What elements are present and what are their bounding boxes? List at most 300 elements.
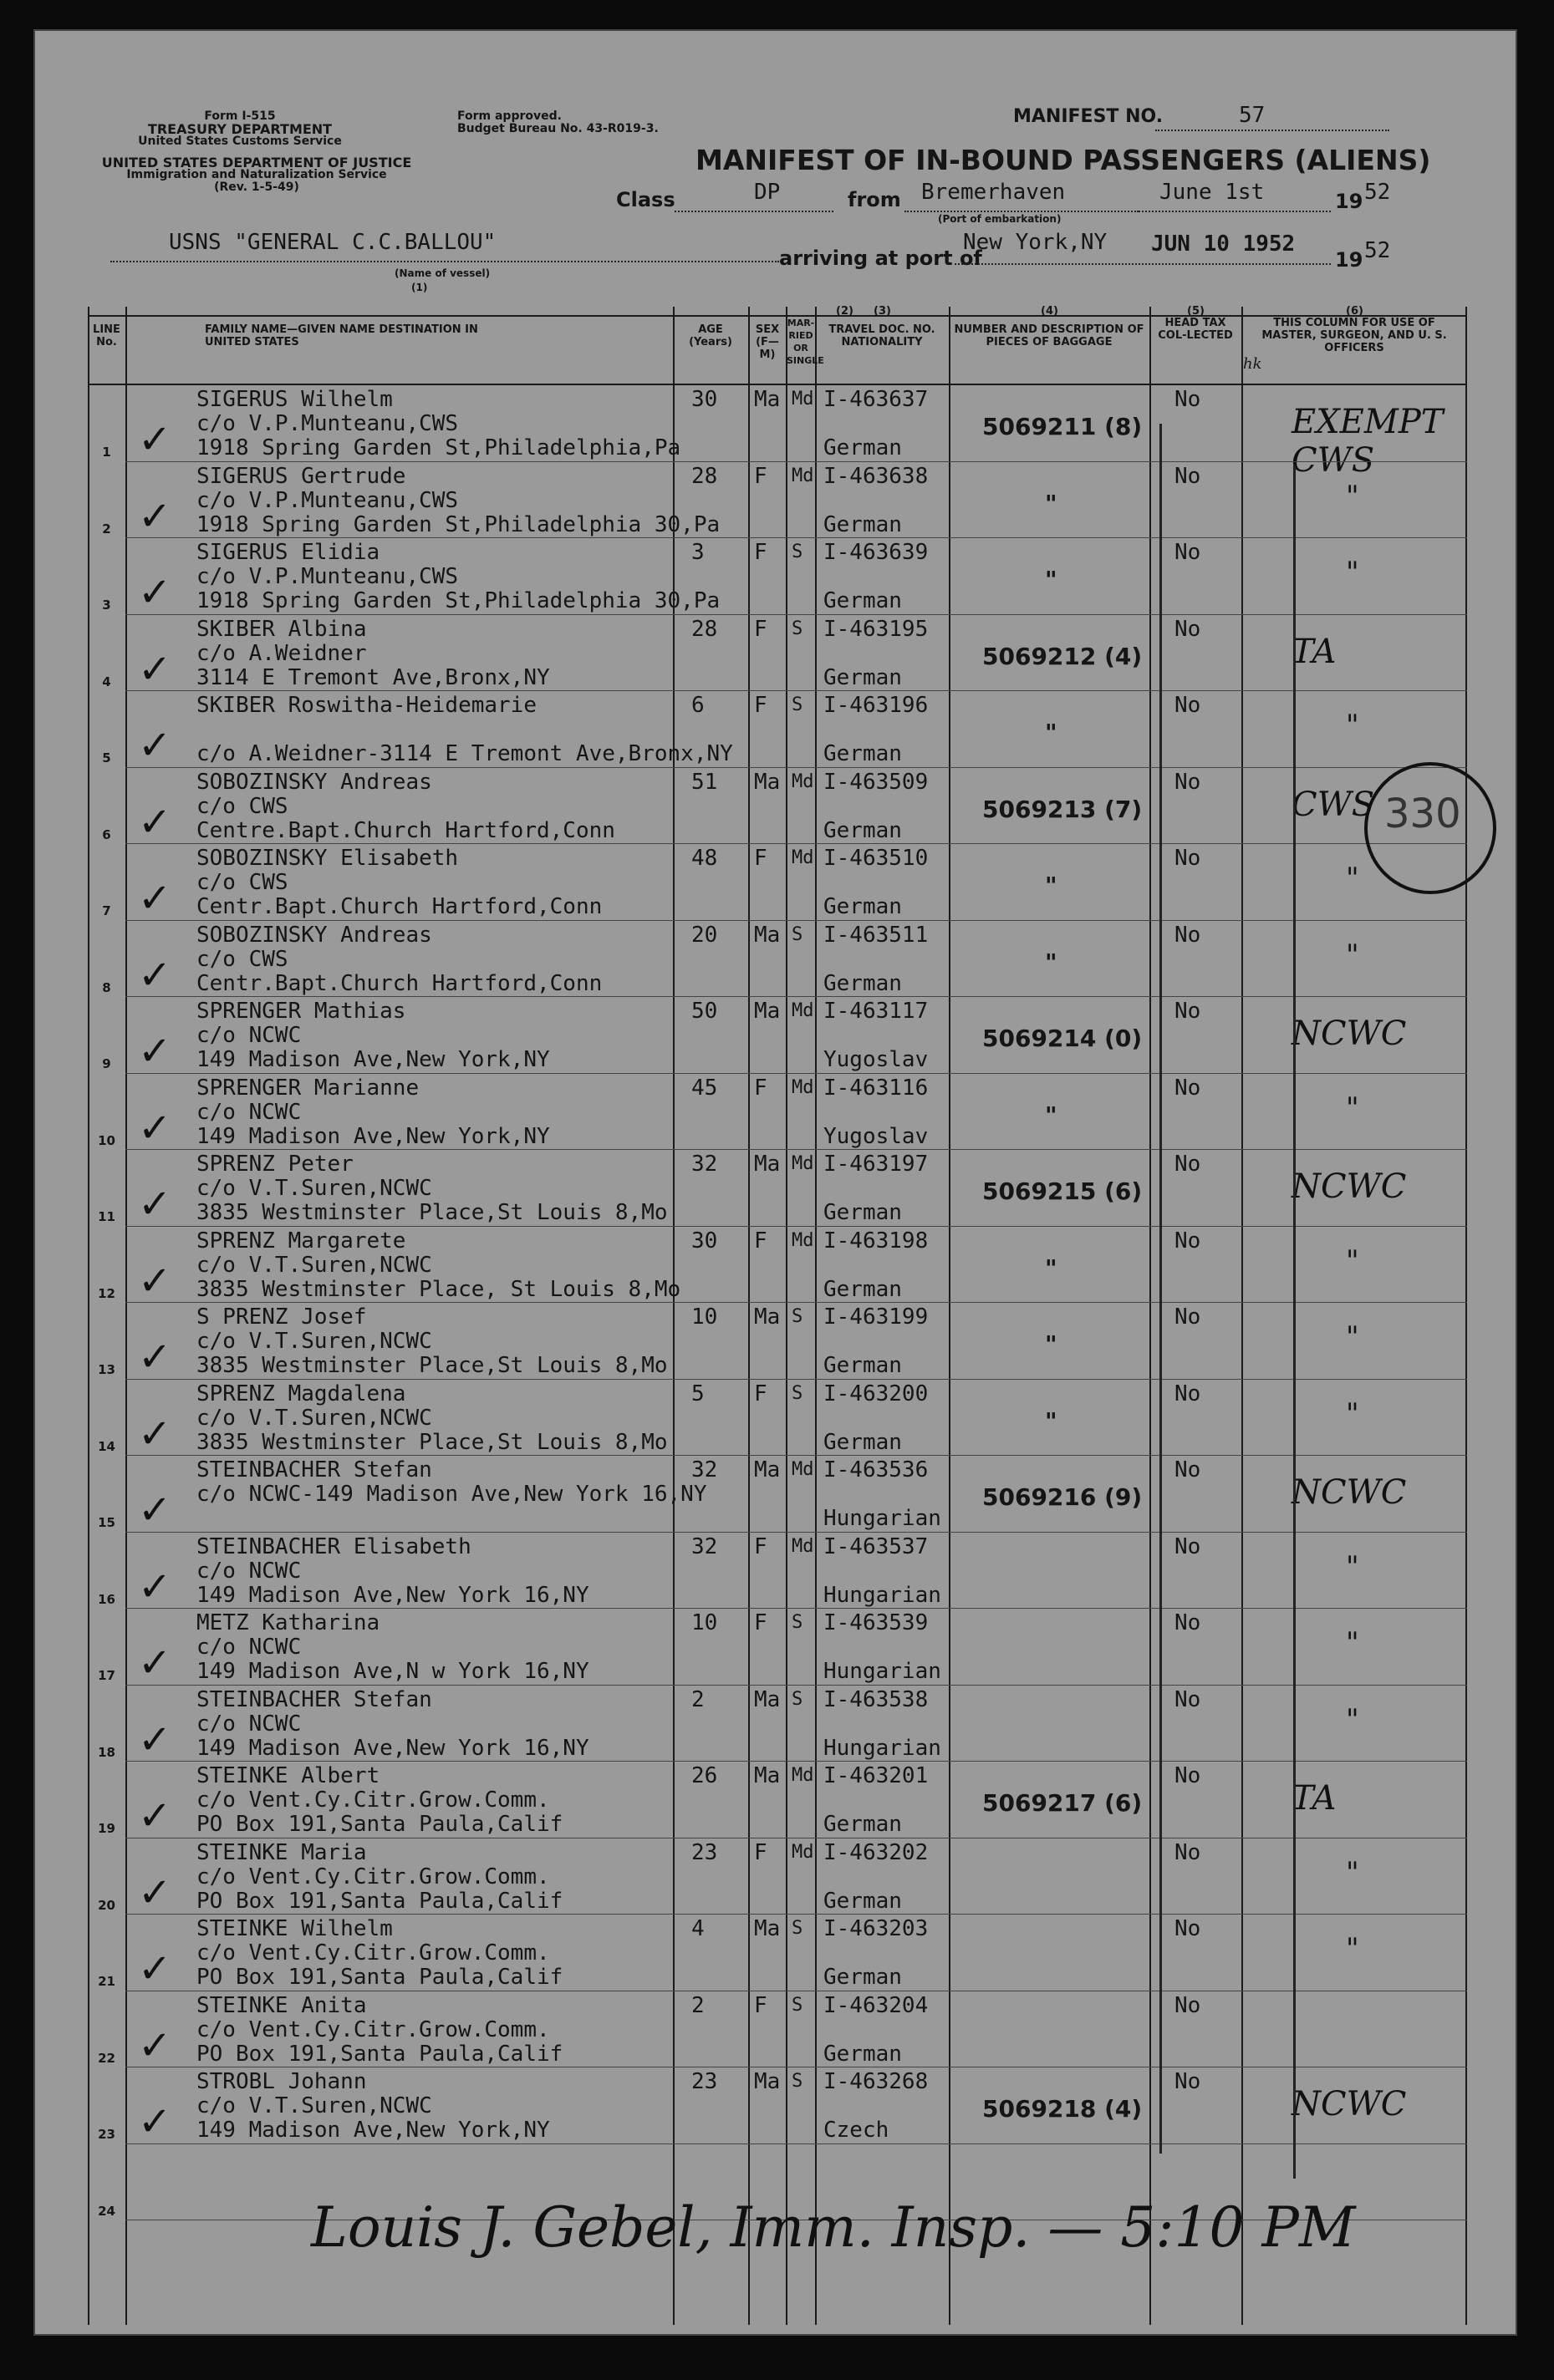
- destination-address: 149 Madison Ave,New York 16,NY: [196, 1582, 589, 1608]
- nationality: German: [823, 741, 902, 766]
- stamp-number: 330: [1384, 791, 1461, 837]
- sex: F: [754, 1839, 767, 1865]
- age: 4: [691, 1916, 705, 1941]
- sex: Ma: [754, 1457, 781, 1482]
- travel-doc-no: I-463509: [823, 769, 929, 795]
- header-line-no: LINE No.: [93, 323, 120, 348]
- head-tax: No: [1174, 1075, 1201, 1101]
- care-of-line: c/o CWS: [196, 870, 288, 895]
- line-number: 9: [102, 1056, 111, 1071]
- travel-doc-no: I-463510: [823, 846, 929, 871]
- vessel-colnum: (1): [411, 282, 428, 293]
- age: 2: [691, 1686, 705, 1712]
- class-line: [675, 211, 833, 212]
- official-remark: ": [1346, 1091, 1359, 1125]
- line-number: 22: [98, 2050, 115, 2066]
- colnum-4: (4): [1041, 305, 1058, 318]
- nationality: Czech: [823, 2118, 889, 2143]
- care-of-line: c/o NCWC: [196, 1023, 302, 1048]
- form-approved: Form approved.: [457, 109, 562, 123]
- line-number: 17: [98, 1668, 115, 1683]
- line-number: 7: [102, 903, 111, 918]
- inspection-stamp: [1364, 762, 1496, 894]
- marital-status: Md: [792, 847, 814, 868]
- age: 32: [691, 1457, 718, 1482]
- official-remark: ": [1346, 1932, 1359, 1966]
- header-official-use: THIS COLUMN FOR USE OF MASTER, SURGEON, AND U. S. OFFICERS: [1261, 317, 1447, 354]
- age: 30: [691, 387, 718, 412]
- line-number: 21: [98, 1974, 115, 1989]
- travel-doc-no: I-463199: [823, 1304, 929, 1330]
- destination-address: PO Box 191,Santa Paula,Calif: [196, 1812, 563, 1837]
- travel-doc-no: I-463195: [823, 616, 929, 642]
- head-tax: No: [1174, 1152, 1201, 1177]
- head-tax: No: [1174, 1304, 1201, 1330]
- table-row: [88, 1457, 1467, 1533]
- destination-address: 149 Madison Ave,New York,NY: [196, 1123, 550, 1149]
- sex: Ma: [754, 1304, 781, 1330]
- passenger-name: STEINBACHER Stefan: [196, 1686, 432, 1712]
- sex: F: [754, 1075, 767, 1101]
- age: 2: [691, 1992, 705, 2018]
- sex: F: [754, 846, 767, 871]
- official-remark: NCWC: [1292, 1473, 1407, 1512]
- care-of-line: c/o V.P.Munteanu,CWS: [196, 411, 459, 436]
- row-rule: [125, 461, 1467, 462]
- check-mark: ✓: [138, 722, 172, 769]
- table-row: [88, 1915, 1467, 1991]
- check-mark: ✓: [138, 569, 172, 616]
- care-of-line: c/o V.T.Suren,NCWC: [196, 1252, 432, 1278]
- budget-bureau: Budget Bureau No. 43-R019-3.: [457, 122, 659, 135]
- passenger-name: S PRENZ Josef: [196, 1304, 367, 1330]
- check-mark: ✓: [138, 492, 172, 540]
- row-rule: [125, 1608, 1467, 1609]
- travel-doc-no: I-463200: [823, 1381, 929, 1406]
- travel-doc-no: I-463511: [823, 922, 929, 948]
- official-remark: TA: [1292, 1779, 1337, 1818]
- age: 6: [691, 693, 705, 718]
- official-remark: ": [1346, 1626, 1359, 1660]
- table-row: [88, 1381, 1467, 1457]
- age: 3: [691, 540, 705, 565]
- destination-address: PO Box 191,Santa Paula,Calif: [196, 2041, 563, 2067]
- table-row: [88, 616, 1467, 692]
- inspector-signature: Louis J. Gebel, Imm. Insp. — 5:10 PM: [311, 2195, 1356, 2260]
- travel-doc-no: I-463203: [823, 1916, 929, 1941]
- age: 51: [691, 769, 718, 795]
- travel-doc-no: I-463197: [823, 1152, 929, 1177]
- head-tax: No: [1174, 922, 1201, 948]
- marital-status: S: [792, 1918, 803, 1939]
- approval-note: [457, 110, 659, 135]
- check-mark: ✓: [138, 1410, 172, 1457]
- head-tax: No: [1174, 693, 1201, 718]
- row-rule: [125, 1761, 1467, 1762]
- vessel-note: (Name of vessel): [395, 267, 491, 279]
- age: 23: [691, 1839, 718, 1865]
- baggage: 5069215 (6): [982, 1177, 1143, 1205]
- date-stamp: JUN 10 1952: [1151, 231, 1296, 257]
- from-line: [904, 211, 1139, 212]
- official-remark: NCWC: [1292, 1015, 1407, 1053]
- justice-dept: UNITED STATES DEPARTMENT OF JUSTICE: [101, 155, 412, 170]
- check-mark: ✓: [138, 1104, 172, 1152]
- official-remark: ": [1346, 1855, 1359, 1889]
- check-mark: ✓: [138, 1716, 172, 1763]
- form-number: Form I-515: [204, 109, 276, 123]
- table-row: [88, 1839, 1467, 1915]
- check-mark: ✓: [138, 1869, 172, 1916]
- table-row: [88, 922, 1467, 998]
- colnum-2: (2): [836, 305, 853, 318]
- travel-doc-no: I-463637: [823, 387, 929, 412]
- destination-address: PO Box 191,Santa Paula,Calif: [196, 1965, 563, 1990]
- baggage: 5069213 (7): [982, 795, 1143, 823]
- care-of-line: c/o V.P.Munteanu,CWS: [196, 487, 459, 513]
- care-of-line: c/o NCWC: [196, 1635, 302, 1660]
- check-mark: ✓: [138, 1334, 172, 1381]
- year-prefix-2: 19: [1335, 248, 1363, 272]
- check-mark: ✓: [138, 416, 172, 463]
- sex: Ma: [754, 1152, 781, 1177]
- head-tax: No: [1174, 1457, 1201, 1482]
- nationality: German: [823, 1276, 902, 1302]
- baggage: ": [1045, 1330, 1057, 1358]
- colnum-6: (6): [1346, 305, 1363, 318]
- passenger-name: SPRENGER Mathias: [196, 999, 406, 1024]
- nationality: German: [823, 1812, 902, 1837]
- passenger-name: SIGERUS Gertrude: [196, 463, 406, 489]
- travel-doc-no: I-463196: [823, 693, 929, 718]
- sex: Ma: [754, 387, 781, 412]
- baggage: ": [1045, 1101, 1057, 1129]
- marital-status: Md: [792, 770, 814, 792]
- manifest-no-value: 57: [1239, 103, 1266, 128]
- passenger-name: STEINBACHER Elisabeth: [196, 1533, 471, 1559]
- sex: Ma: [754, 769, 781, 795]
- check-mark: ✓: [138, 1028, 172, 1075]
- passenger-name: STROBL Johann: [196, 2069, 367, 2094]
- nationality: German: [823, 511, 902, 537]
- age: 10: [691, 1610, 718, 1635]
- head-tax: No: [1174, 1381, 1201, 1406]
- passenger-name: SKIBER Roswitha-Heidemarie: [196, 693, 537, 718]
- age: 50: [691, 999, 718, 1024]
- head-tax: No: [1174, 999, 1201, 1024]
- travel-doc-no: I-463201: [823, 1763, 929, 1788]
- line-number: 6: [102, 826, 111, 842]
- header-sex: SEX (F—M): [755, 323, 780, 361]
- sex: Ma: [754, 922, 781, 948]
- line-number: 1: [102, 445, 111, 460]
- destination-address: 149 Madison Ave,N w York 16,NY: [196, 1659, 589, 1684]
- date-value: June 1st: [1159, 180, 1265, 205]
- row-rule: [125, 1455, 1467, 1456]
- official-remark: NCWC: [1292, 1167, 1407, 1206]
- marital-status: Md: [792, 465, 814, 486]
- table-row: [88, 1304, 1467, 1380]
- nationality: German: [823, 588, 902, 613]
- passenger-name: SOBOZINSKY Andreas: [196, 922, 432, 948]
- sex: Ma: [754, 1763, 781, 1788]
- sex: F: [754, 1533, 767, 1559]
- table-row: [88, 1075, 1467, 1151]
- manifest-title: MANIFEST OF IN-BOUND PASSENGERS (ALIENS): [695, 144, 1431, 176]
- care-of-line: c/o NCWC: [196, 1711, 302, 1737]
- destination-address: Centr.Bapt.Church Hartford,Conn: [196, 970, 603, 996]
- travel-doc-no: I-463538: [823, 1686, 929, 1712]
- nationality: German: [823, 1353, 902, 1378]
- official-remark: TA: [1292, 632, 1337, 671]
- check-mark: ✓: [138, 1181, 172, 1228]
- destination-address: 1918 Spring Garden St,Philadelphia,Pa: [196, 435, 681, 460]
- passenger-name: STEINBACHER Stefan: [196, 1457, 432, 1482]
- destination-address: 3835 Westminster Place,St Louis 8,Mo: [196, 1429, 668, 1455]
- baggage: 5069214 (0): [982, 1025, 1143, 1052]
- passenger-name: STEINKE Albert: [196, 1763, 380, 1788]
- check-mark: ✓: [138, 1257, 172, 1304]
- age: 45: [691, 1075, 718, 1101]
- check-mark: ✓: [138, 2098, 172, 2145]
- check-mark: ✓: [138, 951, 172, 999]
- passenger-name: SPRENZ Margarete: [196, 1228, 406, 1254]
- manifest-page: [33, 29, 1517, 2336]
- marital-status: Md: [792, 1076, 814, 1098]
- marital-status: S: [792, 1612, 803, 1633]
- line-number: 24: [98, 2203, 115, 2219]
- check-mark: ✓: [138, 1640, 172, 1686]
- vessel-name: USNS "GENERAL C.C.BALLOU": [169, 230, 497, 255]
- age: 32: [691, 1152, 718, 1177]
- age: 5: [691, 1381, 705, 1406]
- age: 20: [691, 922, 718, 948]
- head-tax: No: [1174, 1686, 1201, 1712]
- nationality: German: [823, 1888, 902, 1914]
- arriving-label: arriving at port of: [779, 247, 982, 270]
- travel-doc-no: I-463639: [823, 540, 929, 565]
- passenger-name: SOBOZINSKY Elisabeth: [196, 846, 459, 871]
- header-baggage: NUMBER AND DESCRIPTION OF PIECES OF BAGGAGE: [954, 323, 1144, 348]
- row-rule: [125, 767, 1467, 768]
- manifest-no-label: MANIFEST NO.: [1013, 106, 1164, 127]
- pen-stroke: [1293, 465, 1296, 2179]
- travel-doc-no: I-463116: [823, 1075, 929, 1101]
- head-tax: No: [1174, 387, 1201, 412]
- row-rule: [125, 1532, 1467, 1533]
- table-row: [88, 1533, 1467, 1610]
- care-of-line: c/o V.T.Suren,NCWC: [196, 1405, 432, 1431]
- destination-address: 3114 E Tremont Ave,Bronx,NY: [196, 664, 550, 690]
- nationality: German: [823, 435, 902, 460]
- line-number: 13: [98, 1362, 115, 1377]
- year-value: 52: [1364, 180, 1391, 205]
- table-row: [88, 1151, 1467, 1227]
- sex: F: [754, 463, 767, 489]
- check-mark: ✓: [138, 875, 172, 922]
- destination-address: c/o A.Weidner-3114 E Tremont Ave,Bronx,NY: [196, 741, 733, 766]
- care-of-line: c/o A.Weidner: [196, 640, 367, 666]
- travel-doc-no: I-463198: [823, 1228, 929, 1254]
- destination-address: 3835 Westminster Place, St Louis 8,Mo: [196, 1276, 681, 1302]
- head-tax: No: [1174, 1533, 1201, 1559]
- age: 10: [691, 1304, 718, 1330]
- age: 23: [691, 2069, 718, 2094]
- row-rule: [125, 690, 1467, 691]
- passenger-name: STEINKE Wilhelm: [196, 1916, 393, 1941]
- check-mark: ✓: [138, 645, 172, 693]
- destination-address: 1918 Spring Garden St,Philadelphia 30,Pa: [196, 511, 721, 537]
- table-row: [88, 463, 1467, 539]
- line-number: 12: [98, 1285, 115, 1301]
- baggage: ": [1045, 872, 1057, 899]
- row-rule: [125, 1685, 1467, 1686]
- marital-status: Md: [792, 389, 814, 409]
- official-remark: ": [1346, 1702, 1359, 1737]
- table-row: [88, 539, 1467, 615]
- baggage: 5069218 (4): [982, 2095, 1143, 2123]
- check-mark: ✓: [138, 1563, 172, 1610]
- vessel-line: [110, 261, 779, 262]
- line-number: 14: [98, 1438, 115, 1454]
- line-number: 16: [98, 1591, 115, 1607]
- destination-address: Centre.Bapt.Church Hartford,Conn: [196, 817, 615, 843]
- care-of-line: c/o Vent.Cy.Citr.Grow.Comm.: [196, 2016, 550, 2042]
- head-tax: No: [1174, 1228, 1201, 1254]
- nationality: Yugoslav: [823, 1047, 929, 1072]
- nationality: Hungarian: [823, 1582, 941, 1608]
- embarkation-note: (Port of embarkation): [938, 213, 1062, 225]
- passenger-name: SIGERUS Wilhelm: [196, 387, 393, 412]
- official-remark: ": [1346, 1243, 1359, 1278]
- nationality: Hungarian: [823, 1506, 941, 1531]
- nationality: German: [823, 894, 902, 919]
- passenger-name: STEINKE Maria: [196, 1839, 367, 1865]
- line-number: 8: [102, 979, 111, 995]
- travel-doc-no: I-463204: [823, 1992, 929, 2018]
- table-row: [88, 692, 1467, 768]
- baggage: ": [1045, 489, 1057, 517]
- sex: Ma: [754, 2069, 781, 2094]
- table-row: [88, 1762, 1467, 1838]
- marital-status: Md: [792, 1000, 814, 1021]
- passenger-name: METZ Katharina: [196, 1610, 380, 1635]
- age: 28: [691, 616, 718, 642]
- sex: F: [754, 1228, 767, 1254]
- age: 26: [691, 1763, 718, 1788]
- head-tax: No: [1174, 1610, 1201, 1635]
- baggage: ": [1045, 1406, 1057, 1435]
- table-row: [88, 2068, 1467, 2144]
- head-tax: No: [1174, 1916, 1201, 1941]
- travel-doc-no: I-463539: [823, 1610, 929, 1635]
- care-of-line: c/o V.P.Munteanu,CWS: [196, 564, 459, 589]
- line-number: 23: [98, 2127, 115, 2142]
- class-value: DP: [754, 180, 781, 205]
- marital-status: S: [792, 1994, 803, 2016]
- line-number: 11: [98, 1209, 115, 1224]
- head-tax: No: [1174, 846, 1201, 871]
- line-number: 5: [102, 750, 111, 765]
- pen-stroke: [1159, 424, 1162, 2154]
- line-number: 20: [98, 1897, 115, 1913]
- sex: F: [754, 1992, 767, 2018]
- baggage: ": [1045, 719, 1057, 746]
- passenger-name: STEINKE Anita: [196, 1992, 367, 2018]
- care-of-line: c/o CWS: [196, 946, 288, 972]
- care-of-line: c/o NCWC: [196, 1558, 302, 1584]
- destination-address: 1918 Spring Garden St,Philadelphia 30,Pa: [196, 588, 721, 613]
- age: 28: [691, 463, 718, 489]
- head-tax: No: [1174, 616, 1201, 642]
- nationality: Hungarian: [823, 1659, 941, 1684]
- marital-status: Md: [792, 1841, 814, 1863]
- marital-status: S: [792, 618, 803, 639]
- travel-doc-no: I-463202: [823, 1839, 929, 1865]
- passenger-name: SKIBER Albina: [196, 616, 367, 642]
- row-rule: [125, 1914, 1467, 1915]
- row-rule: [125, 1302, 1467, 1303]
- care-of-line: c/o V.T.Suren,NCWC: [196, 1176, 432, 1201]
- destination-address: 149 Madison Ave,New York 16,NY: [196, 1735, 589, 1761]
- sex: F: [754, 540, 767, 565]
- head-tax: No: [1174, 2069, 1201, 2094]
- treasury-dept: TREASURY DEPARTMENT: [147, 121, 333, 137]
- marital-status: S: [792, 923, 803, 945]
- head-tax: No: [1174, 1992, 1201, 2018]
- class-label: Class: [616, 188, 675, 211]
- header-married: MAR-RIED OR SINGLE: [787, 318, 824, 366]
- age: 32: [691, 1533, 718, 1559]
- table-row: [88, 1228, 1467, 1304]
- marital-status: S: [792, 1382, 803, 1404]
- marital-status: Md: [792, 1153, 814, 1174]
- port-value: New York,NY: [963, 230, 1108, 255]
- head-tax: No: [1174, 463, 1201, 489]
- row-rule: [125, 1149, 1467, 1150]
- head-tax: No: [1174, 1763, 1201, 1788]
- marital-status: S: [792, 542, 803, 562]
- age: 30: [691, 1228, 718, 1254]
- line-number: 2: [102, 521, 111, 537]
- care-of-line: c/o Vent.Cy.Citr.Grow.Comm.: [196, 1788, 550, 1813]
- line-number: 19: [98, 1821, 115, 1836]
- form-rev: (Rev. 1-5-49): [214, 181, 299, 194]
- travel-doc-no: I-463117: [823, 999, 929, 1024]
- official-remark: NCWC: [1292, 2085, 1407, 2123]
- baggage: 5069212 (4): [982, 642, 1143, 670]
- header-name: FAMILY NAME—GIVEN NAME DESTINATION IN UNITED STATES: [205, 323, 478, 348]
- travel-doc-no: I-463268: [823, 2069, 929, 2094]
- nationality: German: [823, 1429, 902, 1455]
- baggage: 5069211 (8): [982, 413, 1143, 440]
- baggage: ": [1045, 566, 1057, 593]
- table-row: [88, 769, 1467, 845]
- care-of-line: c/o NCWC-149 Madison Ave,New York 16,NY: [196, 1482, 707, 1507]
- ins-service: Immigration and Naturalization Service: [126, 168, 387, 181]
- row-rule: [125, 996, 1467, 997]
- destination-address: PO Box 191,Santa Paula,Calif: [196, 1888, 563, 1914]
- passenger-name: SOBOZINSKY Andreas: [196, 769, 432, 795]
- manifest-no-line: [1155, 130, 1389, 131]
- customs-service: United States Customs Service: [138, 135, 342, 148]
- form-header-justice: [81, 156, 432, 194]
- line-number: 3: [102, 598, 111, 613]
- sex: F: [754, 616, 767, 642]
- table-row: [88, 845, 1467, 921]
- care-of-line: c/o CWS: [196, 793, 288, 819]
- sex: F: [754, 1381, 767, 1406]
